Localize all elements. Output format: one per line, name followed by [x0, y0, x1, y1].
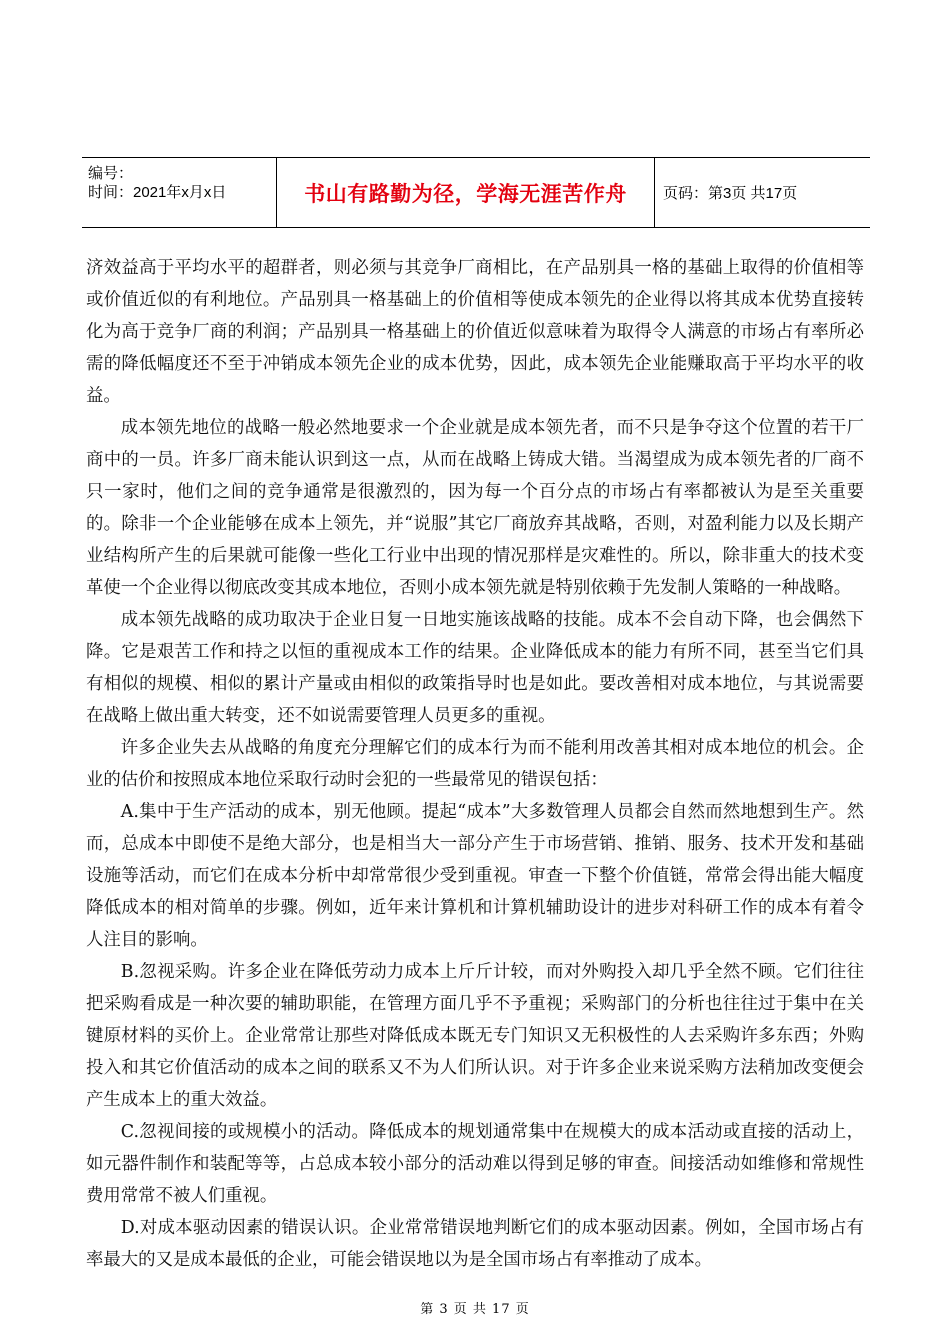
header-page-code: 页码：第3页 共17页: [663, 185, 798, 202]
time-label: 时间：2021年x月x日: [88, 184, 227, 201]
paragraph: 成本领先地位的战略一般必然地要求一个企业就是成本领先者，而不只是争夺这个位置的若干厂商中的一员。许多厂商未能认识到这一点，从而在战略上铸成大错。当渴望成为成本领先者的厂商不只一家时，他们之间的竞争通常是很激烈的，因为每一个百分点的市场占有率都被认为是至关重要的。除非一个企业能够在成本上领先，并“说服”其它厂商放弃其战略，否则，对盈利能力以及长期产业结构所产生的后果就可能像一些化工行业中出现的情况那样是灾难性的。所以，除非重大的技术变革使一个企业得以彻底改变其成本地位，否则小成本领先就是特别依赖于先发制人策略的一种战略。: [86, 418, 864, 598]
paragraph: 济效益高于平均水平的超群者，则必须与其竞争厂商相比，在产品别具一格的基础上取得的价值相等或价值近似的有利地位。产品别具一格基础上的价值相等使成本领先的企业得以将其成本优势直接转化为高于竞争厂商的利润；产品别具一格基础上的价值近似意味着为取得令人满意的市场占有率所必需的降低幅度还不至于冲销成本领先企业的成本优势，因此，成本领先企业能赚取高于平均水平的收益。: [86, 258, 864, 406]
paragraph: C.忽视间接的或规模小的活动。降低成本的规划通常集中在规模大的成本活动或直接的活动上，如元器件制作和装配等等，占总成本较小部分的活动难以得到足够的审查。间接活动如维修和常规性费用常常不被人们重视。: [86, 1122, 864, 1206]
header-meta: [82, 158, 277, 227]
number-label: 编号：: [88, 165, 134, 182]
paragraph: A.集中于生产活动的成本，别无他顾。提起“成本”大多数管理人员都会自然而然地想到生产。然而，总成本中即使不是绝大部分，也是相当大一部分产生于市场营销、推销、服务、技术开发和基础设施等活动，而它们在成本分析中却常常很少受到重视。审查一下整个价值链，常常会得出能大幅度降低成本的相对简单的步骤。例如，近年来计算机和计算机辅助设计的进步对科研工作的成本有着令人注目的影响。: [86, 802, 864, 950]
page-footer: 第 3 页 共 17 页: [420, 1302, 530, 1317]
header-motto: 书山有路勤为径，学海无涯苦作舟: [277, 158, 655, 227]
document-header: [82, 157, 870, 228]
document-body: [86, 252, 864, 1276]
paragraph: 许多企业失去从战略的角度充分理解它们的成本行为而不能利用改善其相对成本地位的机会。企业的估价和按照成本地位采取行动时会犯的一些最常见的错误包括：: [86, 738, 864, 790]
paragraph: D.对成本驱动因素的错误认识。企业常常错误地判断它们的成本驱动因素。例如，全国市场占有率最大的又是成本最低的企业，可能会错误地以为是全国市场占有率推动了成本。: [86, 1218, 864, 1270]
paragraph: 成本领先战略的成功取决于企业日复一日地实施该战略的技能。成本不会自动下降，也会偶然下降。它是艰苦工作和持之以恒的重视成本工作的结果。企业降低成本的能力有所不同，甚至当它们具有相似的规模、相似的累计产量或由相似的政策指导时也是如此。要改善相对成本地位，与其说需要在战略上做出重大转变，还不如说需要管理人员更多的重视。: [86, 610, 864, 726]
paragraph: B.忽视采购。许多企业在降低劳动力成本上斤斤计较，而对外购投入却几乎全然不顾。它们往往把采购看成是一种次要的辅助职能，在管理方面几乎不予重视；采购部门的分析也往往过于集中在关键原材料的买价上。企业常常让那些对降低成本既无专门知识又无积极性的人去采购许多东西；外购投入和其它价值活动的成本之间的联系又不为人们所认识。对于许多企业来说采购方法稍加改变便会产生成本上的重大效益。: [86, 962, 864, 1110]
